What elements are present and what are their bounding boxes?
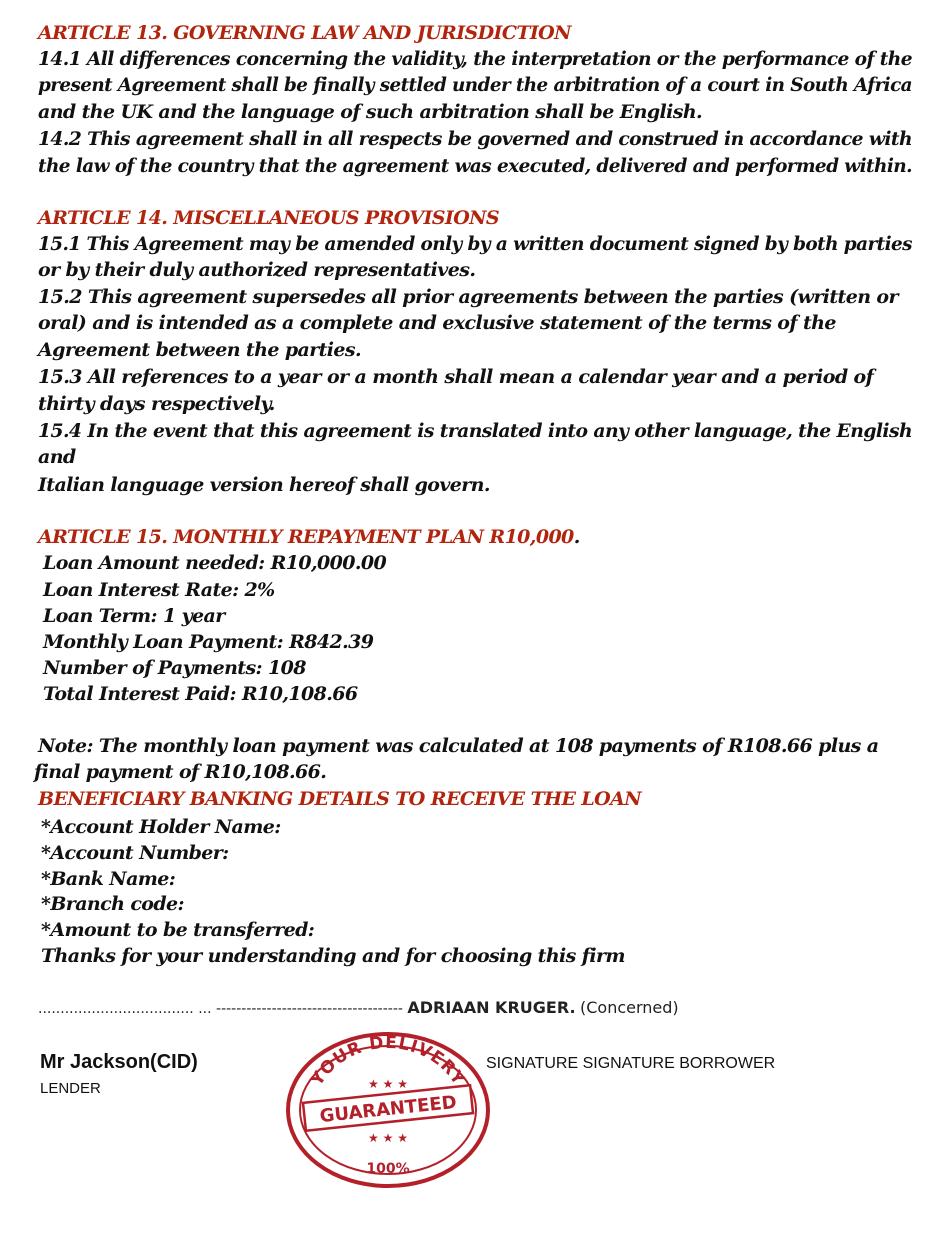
- article-13-line: 14.1 All differences concerning the validity, the interpretation or the performance of the: [38, 48, 913, 70]
- stamp-top-text: YOUR DELIVERY: [307, 1032, 469, 1090]
- article-14-line: Italian language version hereof shall govern.: [38, 474, 490, 496]
- banking-field-label: *Amount to be transferred:: [41, 919, 315, 941]
- lender-role: LENDER: [40, 1080, 101, 1097]
- article-14-line: 15.3 All references to a year or a month shall mean a calendar year and a period of: [38, 366, 874, 388]
- article-14-line: or by their duly authorized representatives.: [38, 259, 476, 281]
- loan-detail-line: Monthly Loan Payment: R842.39: [43, 631, 374, 653]
- article-13-line: 14.2 This agreement shall in all respects be governed and construed in accordance with: [38, 128, 912, 150]
- article-14-line: 15.1 This Agreement may be amended only by a written document signed by both parties: [38, 233, 912, 255]
- article-14-line: oral) and is intended as a complete and exclusive statement of the terms of the: [38, 312, 836, 334]
- article-15-heading: ARTICLE 15. MONTHLY REPAYMENT PLAN R10,000: [38, 526, 574, 548]
- signature-dashes: -------------------------------------: [216, 1001, 403, 1017]
- article-14-line: thirty days respectively.: [38, 393, 275, 415]
- article-14-line: and: [38, 446, 76, 468]
- article-14-line: Agreement between the parties.: [38, 339, 362, 361]
- banking-field-label: *Account Holder Name:: [41, 816, 281, 838]
- banking-field-label: *Branch code:: [41, 893, 184, 915]
- signature-line: [38, 998, 679, 1017]
- loan-detail-line: Total Interest Paid: R10,108.66: [43, 683, 358, 705]
- loan-detail-line: Loan Amount needed: R10,000.00: [43, 552, 387, 574]
- article-14-line: 15.2 This agreement supersedes all prior agreements between the parties (written or: [38, 286, 898, 308]
- stamp-bottom-text: 100%: [366, 1161, 410, 1177]
- banking-field-label: *Bank Name:: [41, 868, 176, 890]
- article-15-heading-period: .: [573, 526, 580, 548]
- article-13-line: the law of the country that the agreement was executed, delivered and performed within.: [38, 155, 912, 177]
- article-13-line: and the UK and the language of such arbitration shall be English.: [38, 101, 703, 123]
- article-13-line: present Agreement shall be finally settled under the arbitration of a court in South Africa: [38, 74, 913, 96]
- article-14-line: 15.4 In the event that this agreement is translated into any other language, the English: [38, 420, 913, 442]
- article-14-heading: ARTICLE 14. MISCELLANEOUS PROVISIONS: [38, 207, 500, 229]
- note-line: final payment of R10,108.66.: [34, 761, 327, 783]
- concerned-label: (Concerned): [579, 998, 679, 1017]
- banking-field-label: *Account Number:: [41, 842, 229, 864]
- note-line: Note: The monthly loan payment was calculated at 108 payments of R108.66 plus a: [38, 735, 879, 757]
- loan-detail-line: Loan Term: 1 year: [43, 605, 225, 627]
- signatory-name: ADRIAAN KRUGER.: [407, 998, 576, 1017]
- loan-detail-line: Loan Interest Rate: 2%: [43, 579, 275, 601]
- loan-detail-line: Number of Payments: 108: [43, 657, 306, 679]
- stamp-stars-bottom: ★ ★ ★: [368, 1131, 408, 1145]
- lender-name: Mr Jackson(CID): [40, 1051, 198, 1073]
- guarantee-stamp: [282, 1030, 494, 1190]
- article-13-heading: ARTICLE 13. GOVERNING LAW AND JURISDICTION: [38, 22, 571, 44]
- closing-line: Thanks for your understanding and for choosing this firm: [41, 945, 625, 967]
- signature-dots: ................................... ...: [38, 1001, 212, 1017]
- stamp-middle-text: GUARANTEED: [318, 1091, 458, 1128]
- borrower-signature-label: SIGNATURE SIGNATURE BORROWER: [486, 1055, 776, 1072]
- stamp-stars-top: ★ ★ ★: [368, 1077, 408, 1091]
- article-15-heading-row: [38, 524, 580, 550]
- banking-heading: BENEFICIARY BANKING DETAILS TO RECEIVE THE LOAN: [38, 788, 641, 810]
